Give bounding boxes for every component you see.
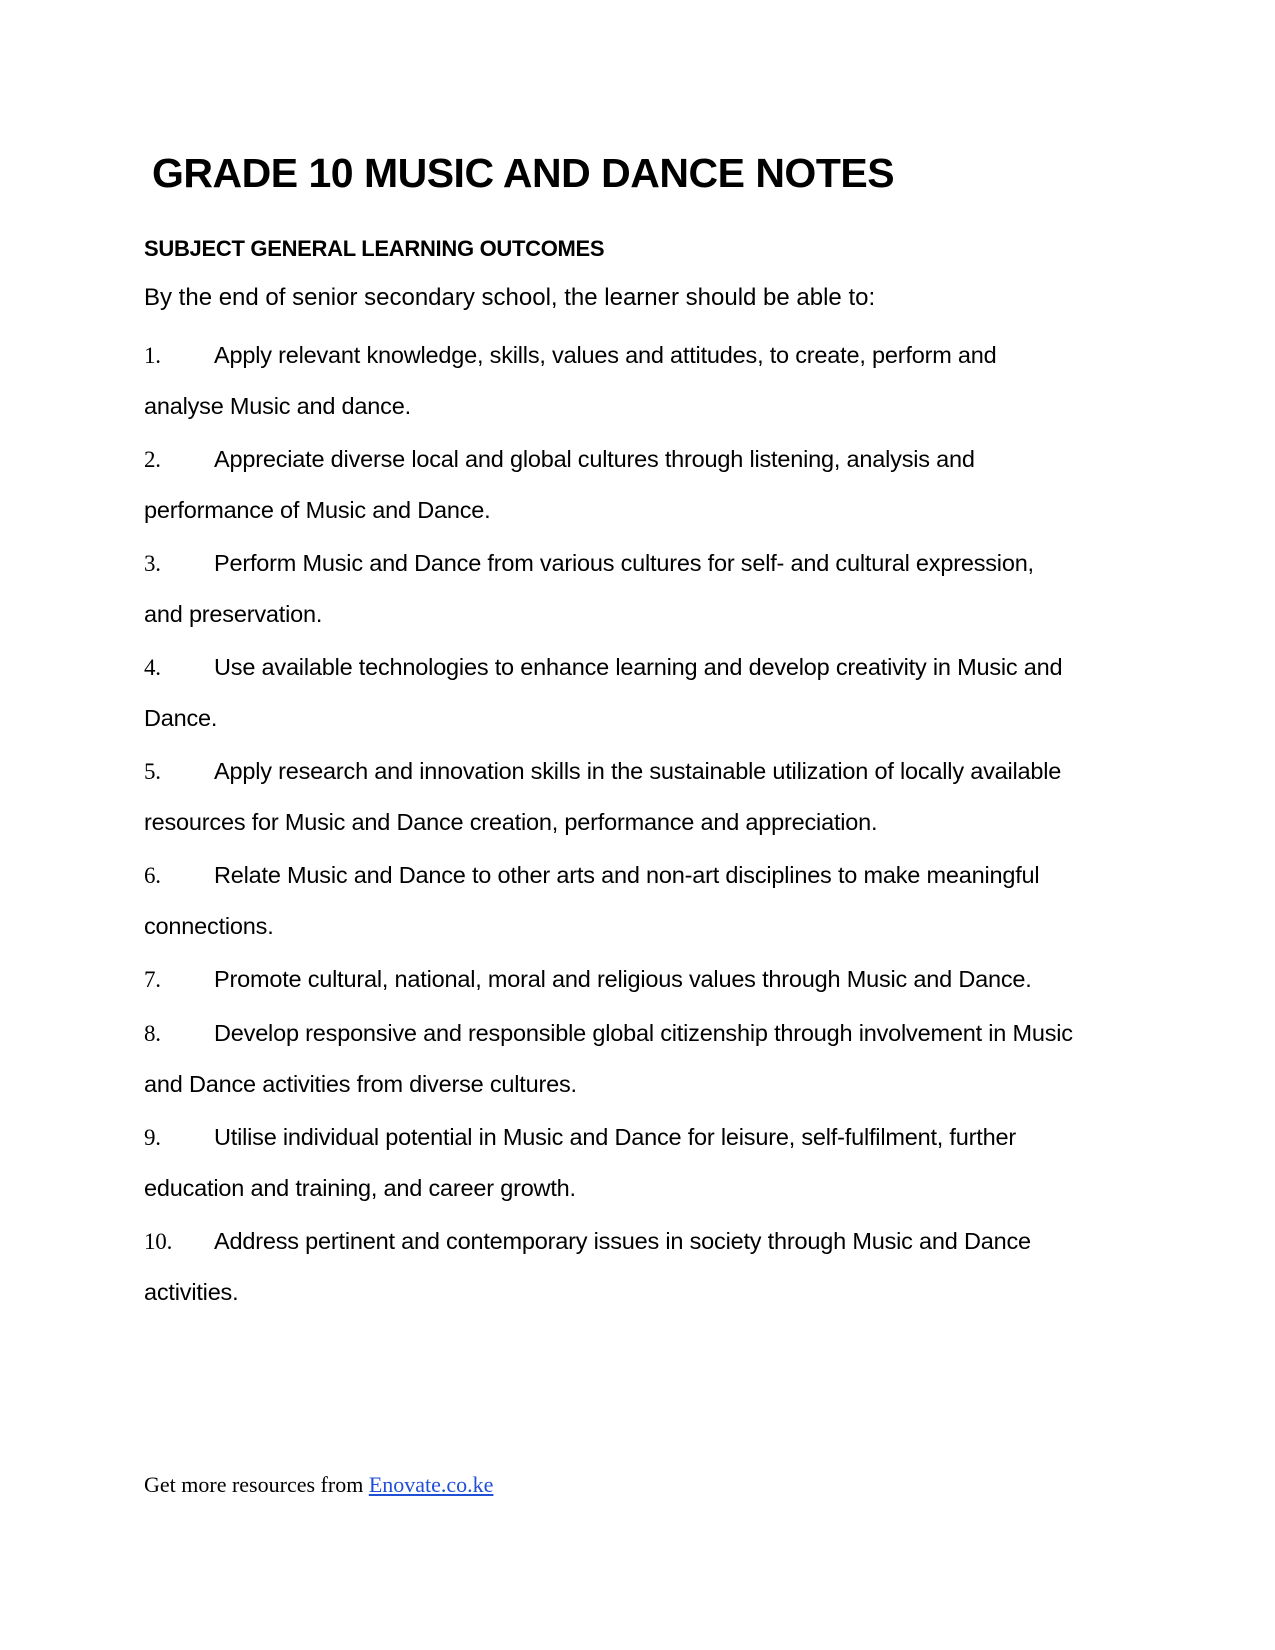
list-item (144, 330, 1074, 431)
list-item (144, 434, 1074, 535)
item-number: 1. (144, 343, 161, 368)
item-text: Appreciate diverse local and global cultures through listening, analysis and performance of Music and Dance. (144, 446, 975, 523)
page-title: GRADE 10 MUSIC AND DANCE NOTES (152, 150, 895, 196)
item-text: Develop responsive and responsible global citizenship through involvement in Music and Dance activities from diverse cultures. (144, 1020, 1073, 1097)
footer-prefix: Get more resources from (144, 1472, 369, 1497)
intro-text: By the end of senior secondary school, the learner should be able to: (144, 284, 876, 311)
item-text: Utilise individual potential in Music and Dance for leisure, self-fulfilment, further education and training, and career growth. (144, 1124, 1016, 1201)
list-item (144, 850, 1074, 951)
list-item (144, 1216, 1074, 1317)
item-text: Relate Music and Dance to other arts and non-art disciplines to make meaningful connections. (144, 862, 1040, 939)
list-item (144, 746, 1074, 847)
page-footer (144, 1472, 493, 1498)
item-number: 4. (144, 655, 161, 680)
item-number: 5. (144, 759, 161, 784)
list-item (144, 954, 1074, 1005)
list-item (144, 538, 1074, 639)
item-text: Perform Music and Dance from various cultures for self- and cultural expression, and preservation. (144, 550, 1034, 627)
item-text: Address pertinent and contemporary issues in society through Music and Dance activities. (144, 1228, 1031, 1305)
item-number: 10. (144, 1229, 173, 1254)
item-number: 7. (144, 967, 161, 992)
list-item (144, 1008, 1074, 1109)
list-item (144, 1112, 1074, 1213)
item-number: 6. (144, 863, 161, 888)
item-text: Use available technologies to enhance learning and develop creativity in Music and Dance. (144, 654, 1063, 731)
item-text: Apply research and innovation skills in the sustainable utilization of locally available resources for Music and Dance creation, performance and appreciation. (144, 758, 1062, 835)
item-number: 3. (144, 551, 161, 576)
outcomes-list (144, 330, 1074, 1320)
item-text: Apply relevant knowledge, skills, values and attitudes, to create, perform and analyse Music and dance. (144, 342, 997, 419)
item-number: 8. (144, 1021, 161, 1046)
item-number: 9. (144, 1125, 161, 1150)
resources-link[interactable]: Enovate.co.ke (368, 1472, 494, 1497)
list-item (144, 642, 1074, 743)
item-number: 2. (144, 447, 161, 472)
item-text: Promote cultural, national, moral and religious values through Music and Dance. (214, 966, 1032, 992)
section-heading: SUBJECT GENERAL LEARNING OUTCOMES (144, 236, 605, 261)
